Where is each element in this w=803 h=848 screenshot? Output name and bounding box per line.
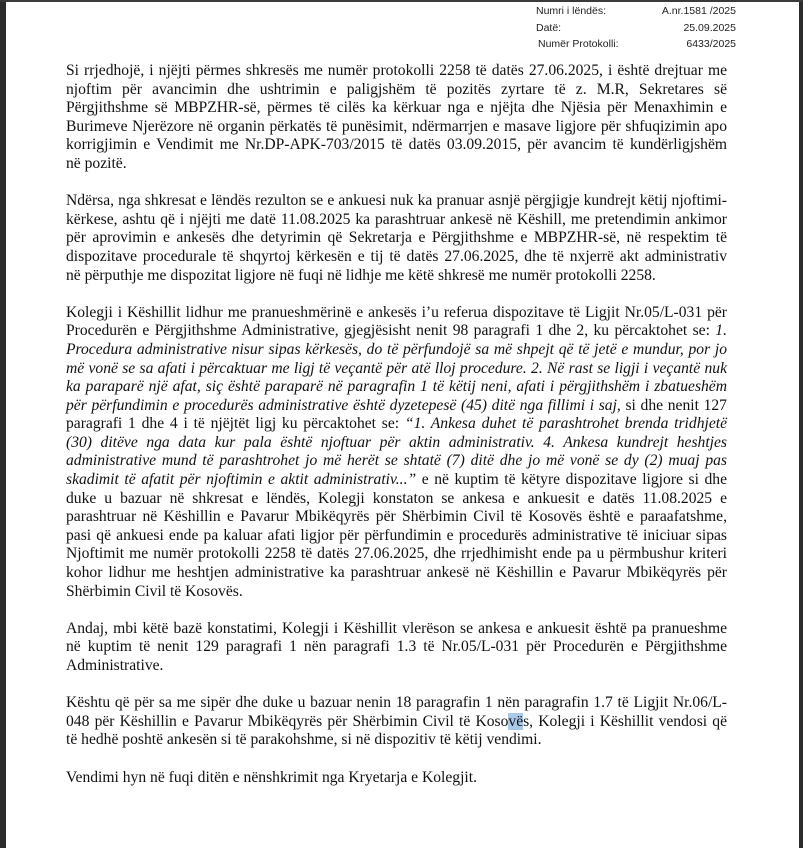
text-line: në pozitë.	[66, 154, 127, 172]
text-line: të hedhë poshtë ankesën si të parakohshme, si në dispozitiv të këtij vendimi.	[66, 731, 542, 749]
text-line	[66, 471, 727, 490]
paragraph-admissibility-analysis	[66, 304, 727, 602]
paragraph-notification	[66, 62, 727, 174]
text-line	[66, 322, 727, 341]
text-line: Vendimi hyn në fuqi ditën e nënshkrimit nga Kryetarja e Kolegjit.	[66, 768, 477, 786]
protocol-number-label: Numër Protokolli:	[538, 38, 619, 50]
paragraph-entry-into-force	[66, 769, 727, 788]
text-line: Si rrjedhojë, i njëjti përmes shkresës me numër protokolli 2258 të datës 27.06.2025, i është drejtuar me	[66, 62, 727, 79]
quoted-law-text: për përfundimin e procedurës administrative është dyzetepesë (45) ditë nga fillimi i saj,	[66, 396, 621, 414]
text-line: Shërbimin Civil të Kosovës.	[66, 582, 243, 600]
text-segment: 048 për Këshillin e Pavarur Mbikëqyrës për Shërbimin Civil të Koso	[66, 712, 509, 730]
text-segment: e në kuptim të këtyre dispozitave ligjore si dhe	[416, 471, 727, 489]
text-line: Kështu që për sa me sipër dhe duke u bazuar nenin 18 paragrafin 1 nën paragrafin 1.7 të Ligjit Nr.06/L-	[66, 694, 727, 712]
text-line	[66, 397, 727, 416]
text-line: Kolegji i Këshillit lidhur me pranueshmërinë e ankesës i’u referua dispozitave të Ligjit Nr.05/L-031 për	[66, 303, 727, 321]
case-number-value: A.nr.1581 /2025	[661, 5, 736, 17]
protocol-number-value: 6433/2025	[686, 38, 736, 50]
text-line: korrigjimin e Vendimit me Nr.DP-APK-703/2015 të datës 03.09.2015, për avancim të kundërligjshëm	[66, 136, 727, 154]
quoted-law-text: (30) ditëve nga data kur pala është njoftuar për aktin administrativ. 4. Ankesa kundrejt heshtjes	[66, 433, 727, 451]
quoted-law-text: më vonë se sa afati i përcaktuar me ligj të veçantë për atë lloj procedure. 2. Në rast se ligji i veçantë nuk	[66, 359, 727, 377]
text-line: njoftim për avancimin dhe ushtrimin e paligjshëm të pozitës zyrtare të z. M.R, Sekretares së	[66, 80, 727, 98]
text-line	[66, 452, 727, 471]
text-line: parashtruar në Këshillin e Pavarur Mbikëqyrës për Shërbimin Civil të Kosovës është e paraafatshme,	[66, 508, 727, 526]
text-line	[66, 434, 727, 453]
text-line: Njoftimit me numër protokolli 2258 të datës 27.06.2025, dhe rrjedhimisht ende pa u përmbushur kriteri	[66, 545, 727, 563]
protocol-number-row	[536, 36, 736, 53]
quoted-law-text: ka paraparë një afat, siç është paraparë në paragrafin 1 të këtij neni, afati i përgjithshëm i zbatueshëm	[66, 378, 727, 396]
document-body	[66, 62, 727, 806]
quoted-law-text: skadimit të afatit për njoftimin e aktit administrativ...”	[66, 471, 417, 489]
text-line: pasi që ankuesi ende pa kaluar afati ligjor për përfundimin e procedurës administrative të iniciuar sipas	[66, 526, 727, 544]
quoted-law-text: 1.	[715, 322, 727, 340]
text-line	[66, 713, 727, 732]
text-line	[66, 341, 727, 360]
quoted-law-text: “1. Ankesa duhet të parashtrohet brenda tridhjetë	[404, 415, 727, 433]
paragraph-conclusion	[66, 620, 727, 676]
quoted-law-text: administrative mund të parashtrohet jo më herët se shtatë (7) ditë dhe jo më vonë se dy (2) muaj pas	[66, 452, 727, 470]
date-row	[536, 20, 736, 37]
text-line: duke u bazuar në shkresat e lëndës, Kolegji konstaton se ankesa e ankuesit e datës 11.08.2025 e	[66, 489, 727, 507]
date-value: 25.09.2025	[683, 21, 736, 34]
text-line: kërkese, ashtu që i njëjti me datë 11.08.2025 ka parashtruar ankesë në Këshill, me pretendimin ankimor	[66, 210, 727, 228]
text-line: Andaj, mbi këtë bazë konstatimi, Kolegji i Këshillit vlerëson se ankesa e ankuesit është pa pranueshme	[66, 619, 727, 637]
text-segment: Procedurën e Përgjithshme Administrative, gjegjësisht nenit 98 paragrafi 1 dhe 2, ku përcaktohet se:	[66, 322, 716, 340]
text-line	[66, 360, 727, 379]
text-line	[66, 415, 727, 434]
text-line: në përputhje me dispozitat ligjore në fuqi në lidhje me këtë shkresë me numër protokolli 2258.	[66, 266, 656, 284]
date-label: Datë:	[536, 21, 562, 34]
case-number-label: Numri i lëndës:	[536, 5, 607, 17]
text-line: dispozitave procedurale të shqyrtoj kërkesën e tij të datës 27.06.2025, dhe të nxjerrë akt administrativ	[66, 247, 727, 265]
text-line: për aprovimin e ankesës dhe detyrimin që Sekretarja e Përgjithshme e MBPZHR-së, në respektim të	[66, 229, 727, 247]
text-line: Administrative.	[66, 657, 164, 674]
paragraph-decision	[66, 694, 727, 750]
text-line: në kuptim të nenit 129 paragrafi 1 nën paragrafi 1.3 të Nr.05/L-031 për Procedurën e Përgjithshme	[66, 638, 727, 656]
quoted-law-text: Procedura administrative nisur sipas kërkesës, do të përfundojë sa më shpejt që të jetë e mundur, por jo	[66, 340, 727, 358]
text-selection-highlight[interactable]: vë	[508, 712, 524, 730]
text-line: Burimeve Njerëzore në organin përkatës të punësimit, ndërmarrjen e masave ligjore për shfuqizimin apo	[66, 117, 727, 135]
paragraph-complaint-filed	[66, 192, 727, 285]
text-line: Përgjithshme së MBPZHR-së, përmes të cilës ka kërkuar nga e njëjta dhe Njësia për Menaxhimin e	[66, 99, 727, 117]
text-line: kohor lidhur me heshtjen administrative ka parashtruar ankesë në Këshillin e Pavarur Mbikëqyrës për	[66, 564, 727, 582]
text-segment: si dhe nenit 127	[620, 396, 727, 414]
text-segment: s, Kolegji i Këshillit vendosi që	[523, 712, 727, 730]
text-line: Ndërsa, nga shkresat e lëndës rezulton se e ankuesi nuk ka pranuar asnjë përgjigje kundrejt këtij njoftimi-	[66, 192, 727, 210]
case-metadata-block	[536, 3, 736, 53]
text-segment: paragrafi 1 dhe 4 i të njëjtët ligj ku përcaktohet se:	[66, 415, 405, 433]
text-line	[66, 378, 727, 397]
case-number-row	[536, 3, 736, 20]
